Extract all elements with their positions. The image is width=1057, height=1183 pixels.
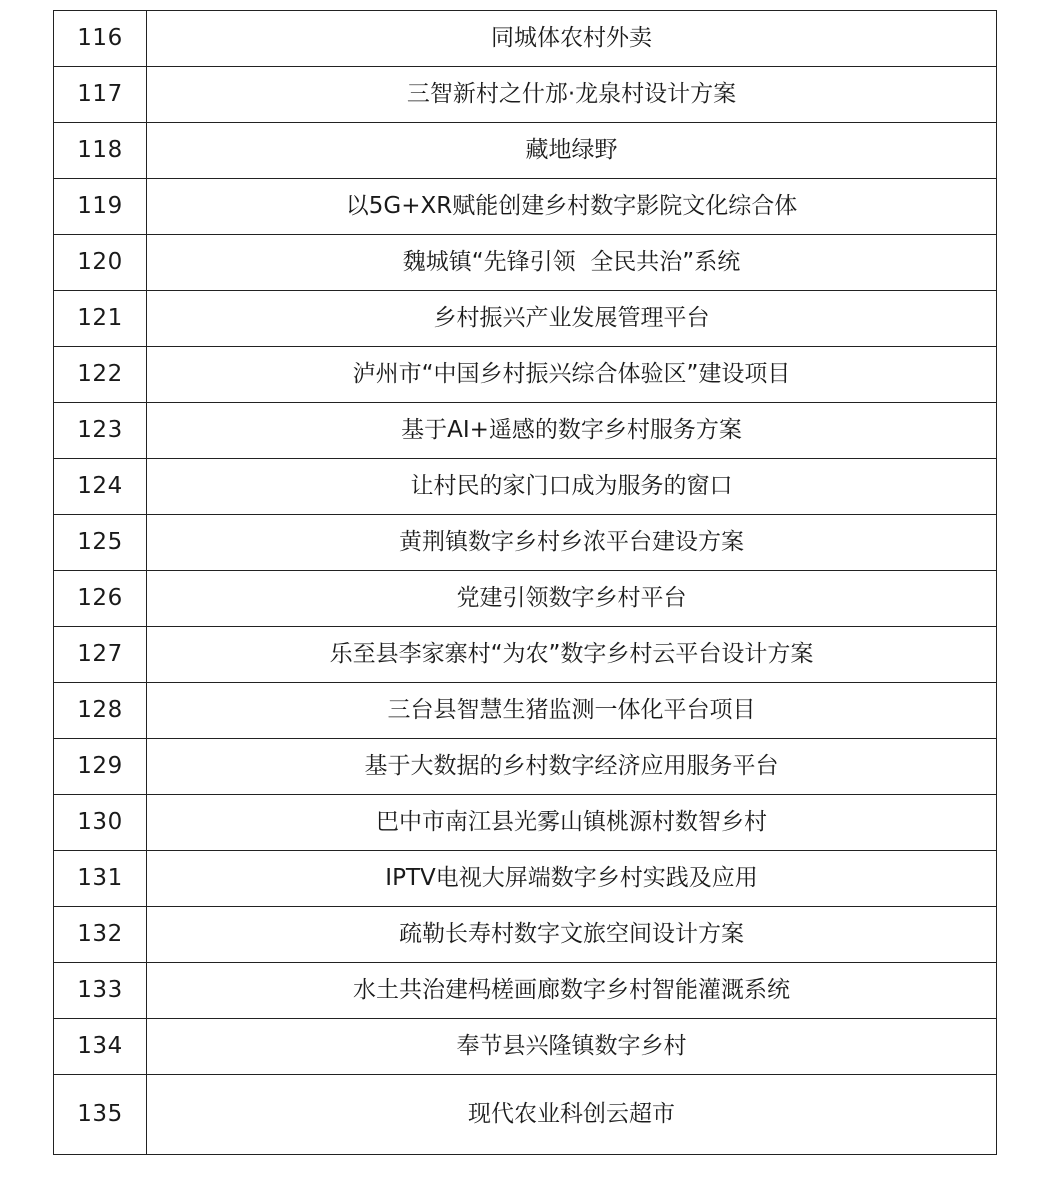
row-number: 116 bbox=[54, 11, 147, 67]
row-number: 120 bbox=[54, 235, 147, 291]
table-row bbox=[54, 739, 997, 795]
row-number: 117 bbox=[54, 67, 147, 123]
row-number: 121 bbox=[54, 291, 147, 347]
project-title: 巴中市南江县光雾山镇桃源村数智乡村 bbox=[147, 795, 997, 851]
row-number: 119 bbox=[54, 179, 147, 235]
table-row bbox=[54, 459, 997, 515]
table-row bbox=[54, 123, 997, 179]
project-title: 水土共治建杩槎画廊数字乡村智能灌溉系统 bbox=[147, 963, 997, 1019]
table-row bbox=[54, 291, 997, 347]
project-title: 疏勒长寿村数字文旅空间设计方案 bbox=[147, 907, 997, 963]
row-number: 122 bbox=[54, 347, 147, 403]
project-title: 以5G+XR赋能创建乡村数字影院文化综合体 bbox=[147, 179, 997, 235]
row-number: 133 bbox=[54, 963, 147, 1019]
row-number: 129 bbox=[54, 739, 147, 795]
project-title: 魏城镇“先锋引领 全民共治”系统 bbox=[147, 235, 997, 291]
table-row bbox=[54, 1075, 997, 1155]
row-number: 128 bbox=[54, 683, 147, 739]
table-row bbox=[54, 963, 997, 1019]
table-row bbox=[54, 347, 997, 403]
row-number: 132 bbox=[54, 907, 147, 963]
project-title: 泸州市“中国乡村振兴综合体验区”建设项目 bbox=[147, 347, 997, 403]
project-title: 黄荆镇数字乡村乡浓平台建设方案 bbox=[147, 515, 997, 571]
project-title: 奉节县兴隆镇数字乡村 bbox=[147, 1019, 997, 1075]
table-row bbox=[54, 403, 997, 459]
row-number: 130 bbox=[54, 795, 147, 851]
row-number: 124 bbox=[54, 459, 147, 515]
project-title: 党建引领数字乡村平台 bbox=[147, 571, 997, 627]
table-row bbox=[54, 235, 997, 291]
table-row bbox=[54, 795, 997, 851]
table-row bbox=[54, 179, 997, 235]
project-title: IPTV电视大屏端数字乡村实践及应用 bbox=[147, 851, 997, 907]
row-number: 127 bbox=[54, 627, 147, 683]
table-row bbox=[54, 851, 997, 907]
row-number: 135 bbox=[54, 1075, 147, 1155]
project-title: 乐至县李家寨村“为农”数字乡村云平台设计方案 bbox=[147, 627, 997, 683]
table-row bbox=[54, 907, 997, 963]
project-title: 基于AI+遥感的数字乡村服务方案 bbox=[147, 403, 997, 459]
project-title: 三台县智慧生猪监测一体化平台项目 bbox=[147, 683, 997, 739]
table-row bbox=[54, 683, 997, 739]
table-row bbox=[54, 627, 997, 683]
project-title: 乡村振兴产业发展管理平台 bbox=[147, 291, 997, 347]
project-title: 基于大数据的乡村数字经济应用服务平台 bbox=[147, 739, 997, 795]
row-number: 126 bbox=[54, 571, 147, 627]
table-row bbox=[54, 67, 997, 123]
table-row bbox=[54, 1019, 997, 1075]
row-number: 125 bbox=[54, 515, 147, 571]
project-list-table bbox=[53, 10, 997, 1155]
row-number: 118 bbox=[54, 123, 147, 179]
table-row bbox=[54, 515, 997, 571]
project-title: 同城体农村外卖 bbox=[147, 11, 997, 67]
project-title: 三智新村之什邡·龙泉村设计方案 bbox=[147, 67, 997, 123]
table-row bbox=[54, 11, 997, 67]
project-list-body bbox=[54, 11, 997, 1155]
project-title: 现代农业科创云超市 bbox=[147, 1075, 997, 1155]
project-title: 藏地绿野 bbox=[147, 123, 997, 179]
row-number: 131 bbox=[54, 851, 147, 907]
row-number: 123 bbox=[54, 403, 147, 459]
row-number: 134 bbox=[54, 1019, 147, 1075]
project-title: 让村民的家门口成为服务的窗口 bbox=[147, 459, 997, 515]
table-row bbox=[54, 571, 997, 627]
